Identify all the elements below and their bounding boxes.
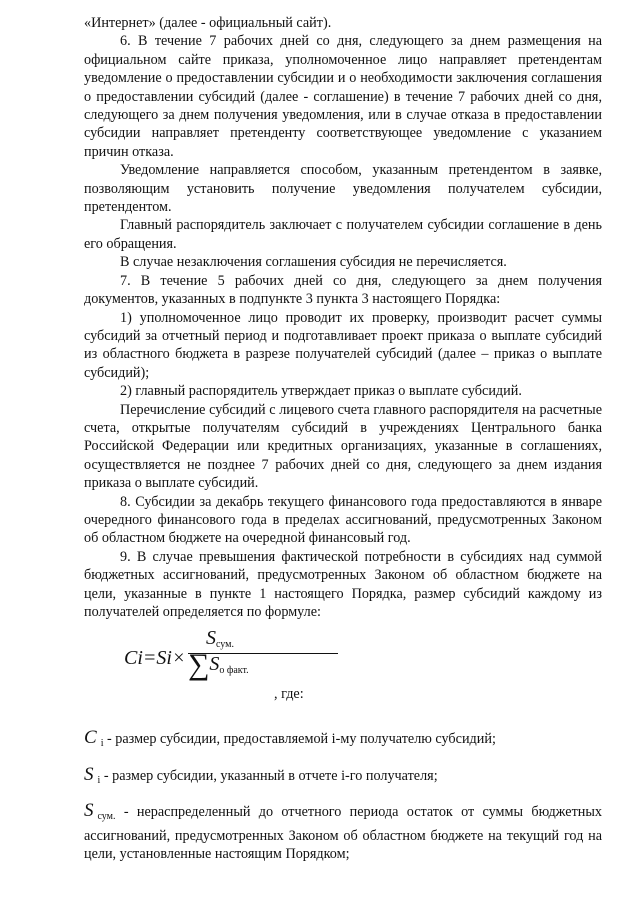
- paragraph-agreement: Главный распорядитель заключает с получателем субсидии соглашение в день его обращения.: [84, 217, 602, 252]
- sum-sigma: ∑: [188, 648, 210, 682]
- paragraph-notice-method: Уведомление направляется способом, указанным претендентом в заявке, позволяющим установить получение уведомления получателем субсидии, претендентом.: [84, 162, 602, 216]
- formula-where: , где:: [274, 686, 304, 703]
- paragraph-item-9: 9. В случае превышения фактической потребности в субсидиях над суммой бюджетных ассигнований, предусмотренных Законом об областном бюджете на цели, указанные в пункте 1 настоящего Порядка, размер субсидий каждому из получателей определяется по формуле:: [84, 548, 602, 620]
- paragraph-subitem-2: 2) главный распорядитель утверждает приказ о выплате субсидий.: [120, 383, 522, 400]
- definition-ssum: S $_{сум.}$ - нераспределенный до отчетного периода остаток от суммы бюджетных ассигнований, предусмотренных Законом об областном бюджете на текущий год на цели, установленные настоящим Порядком;: [84, 800, 602, 863]
- paragraph-item-7: 7. В течение 5 рабочих дней со дня, следующего за днем получения документов, указанных в подпункте 3 пункта 3 настоящего Порядка:: [84, 272, 602, 308]
- definition-si: S $_i$ - размер субсидии, указанный в отчете i-го получателя;: [84, 763, 438, 786]
- paragraph-transfer: Перечисление субсидий с лицевого счета главного распорядителя на расчетные счета, открытые получателям субсидий в учреждениях Центрального банка Российской Федерации или кредитных организациях, указанные в соглашениях, осуществляется не позднее 7 рабочих дней со дня, следующего за днем издания приказа о выплате субсидий.: [84, 401, 602, 492]
- paragraph-no-agreement: В случае незаключения соглашения субсидия не перечисляется.: [120, 254, 507, 271]
- formula-numerator: $S_{сум.}$: [206, 627, 235, 651]
- definition-ci: C $_i$ - размер субсидии, предоставляемой i-му получателю субсидий;: [84, 727, 496, 750]
- paragraph-item-6: 6. В течение 7 рабочих дней со дня, следующего за днем размещения на официальном сайте приказа, уполномоченное лицо направляет претендентам уведомление о предоставлении субсидии и о необходимости заключения соглашения о предоставлении субсидий (далее - соглашение) в течение 7 рабочих дней со дня, следующего за днем получения уведомления, или в случае отказа в предоставлении субсидии направляет претенденту соответствующее уведомление с указанием причин отказа.: [84, 33, 602, 160]
- formula-lhs: Ci=Si×: [124, 647, 186, 670]
- paragraph-subitem-1: 1) уполномоченное лицо проводит их проверку, производит расчет суммы субсидий за отчетный период и подготавливает проект приказа о выплате субсидий из областного бюджета в разрезе получателей субсидий (далее – приказ о выплате субсидий);: [84, 309, 602, 381]
- definitions-list: [84, 729, 602, 863]
- formula: [84, 625, 602, 715]
- formula-denominator: $\sum S_{о факт.}$: [188, 648, 249, 682]
- paragraph-intro: «Интернет» (далее - официальный сайт).: [84, 15, 332, 31]
- paragraph-item-8: 8. Субсидии за декабрь текущего финансового года предоставляются в январе очередного финансового года в пределах ассигнований, предусмотренных Законом об областном бюджете на очередной финансовый год.: [84, 493, 602, 547]
